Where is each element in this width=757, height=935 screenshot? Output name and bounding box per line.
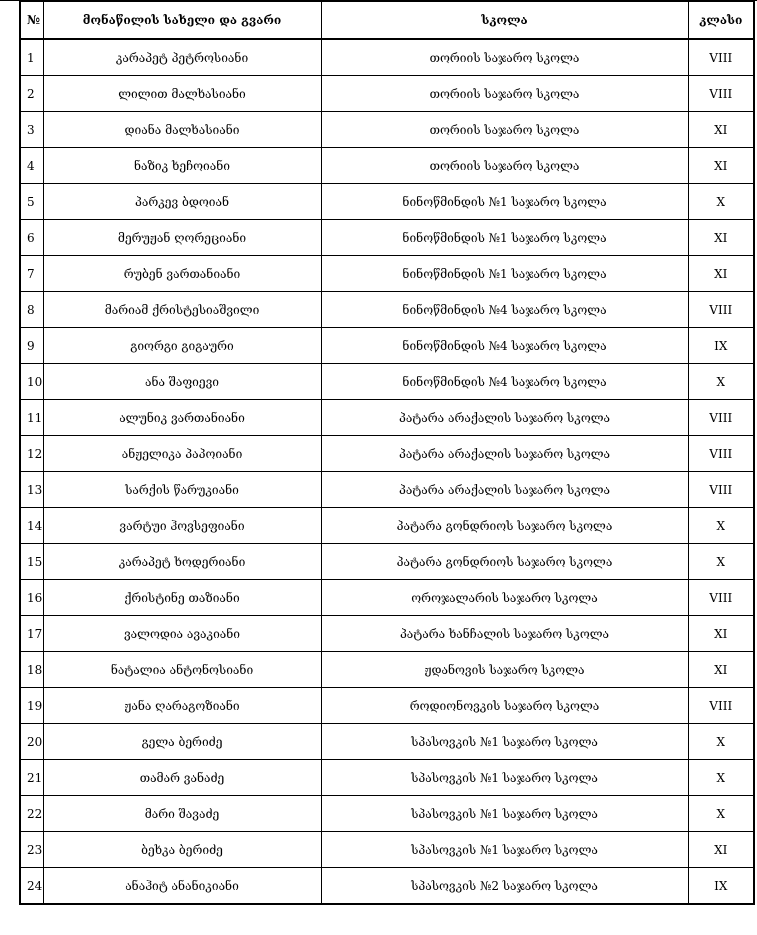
school-name: როდიონოვკის საჯარო სკოლა [321, 688, 688, 724]
grade-level: VIII [688, 580, 754, 616]
participant-name: ვალოდია ავაკიანი [43, 616, 321, 652]
row-number: 15 [20, 544, 43, 580]
grade-level: X [688, 544, 754, 580]
table-row [20, 724, 754, 760]
school-name: სპასოვკის №1 საჯარო სკოლა [321, 760, 688, 796]
grade-level: IX [688, 868, 754, 905]
row-number: 14 [20, 508, 43, 544]
grade-level: X [688, 508, 754, 544]
participant-name: ანაჰიტ ანანიკიანი [43, 868, 321, 905]
school-name: სპასოვკის №1 საჯარო სკოლა [321, 724, 688, 760]
table-row [20, 76, 754, 112]
table-row [20, 112, 754, 148]
participant-name: ანჟელიკა პაპოიანი [43, 436, 321, 472]
grade-level: VIII [688, 688, 754, 724]
participant-name: ქრისტინე თაზიანი [43, 580, 321, 616]
school-name: ნინოწმინდის №1 საჯარო სკოლა [321, 220, 688, 256]
row-number: 8 [20, 292, 43, 328]
table-row [20, 472, 754, 508]
table-row [20, 616, 754, 652]
table-row [20, 364, 754, 400]
row-number: 22 [20, 796, 43, 832]
school-name: სპასოვკის №1 საჯარო სკოლა [321, 832, 688, 868]
grade-level: X [688, 724, 754, 760]
table-row [20, 796, 754, 832]
school-name: პატარა არაქალის საჯარო სკოლა [321, 400, 688, 436]
school-name: თორიის საჯარო სკოლა [321, 148, 688, 184]
row-number: 23 [20, 832, 43, 868]
school-name: ოროჯალარის საჯარო სკოლა [321, 580, 688, 616]
grade-level: VIII [688, 400, 754, 436]
participant-name: ვარტუი ჰოვსეფიანი [43, 508, 321, 544]
table-row [20, 688, 754, 724]
participant-name: გელა ბერიძე [43, 724, 321, 760]
row-number: 19 [20, 688, 43, 724]
school-name: ნინოწმინდის №1 საჯარო სკოლა [321, 184, 688, 220]
grade-level: VIII [688, 76, 754, 112]
school-name: პატარა ხანჩალის საჯარო სკოლა [321, 616, 688, 652]
grade-level: XI [688, 256, 754, 292]
participant-name: ჟანა ღარაგოზიანი [43, 688, 321, 724]
participant-name: გიორგი გიგაური [43, 328, 321, 364]
row-number: 3 [20, 112, 43, 148]
table-row [20, 328, 754, 364]
participant-name: მერუჟან ღორეციანი [43, 220, 321, 256]
participant-name: კარაპეტ პეტროსიანი [43, 39, 321, 76]
row-number: 21 [20, 760, 43, 796]
row-number: 5 [20, 184, 43, 220]
grade-level: X [688, 364, 754, 400]
grade-level: XI [688, 148, 754, 184]
participant-name: ნატალია ანტონოსიანი [43, 652, 321, 688]
school-name: სპასოვკის №1 საჯარო სკოლა [321, 796, 688, 832]
participant-name: ნაზიკ ხეჩოიანი [43, 148, 321, 184]
table-body [20, 39, 754, 904]
school-name: სპასოვკის №2 საჯარო სკოლა [321, 868, 688, 905]
school-name: თორიის საჯარო სკოლა [321, 76, 688, 112]
school-name: პატარა გონდრიოს საჯარო სკოლა [321, 544, 688, 580]
participant-name: დიანა მალხასიანი [43, 112, 321, 148]
table-row [20, 868, 754, 905]
school-name: ნინოწმინდის №4 საჯარო სკოლა [321, 364, 688, 400]
participant-name: ალუნიკ ვართანიანი [43, 400, 321, 436]
table-row [20, 436, 754, 472]
row-number: 7 [20, 256, 43, 292]
participants-table [19, 0, 755, 905]
school-name: ნინოწმინდის №4 საჯარო სკოლა [321, 292, 688, 328]
grade-level: VIII [688, 39, 754, 76]
row-number: 16 [20, 580, 43, 616]
grade-level: XI [688, 832, 754, 868]
participant-name: თამარ ვანაძე [43, 760, 321, 796]
grade-level: XI [688, 652, 754, 688]
participant-name: ბეხკა ბერიძე [43, 832, 321, 868]
school-name: ნინოწმინდის №1 საჯარო სკოლა [321, 256, 688, 292]
table-row [20, 184, 754, 220]
table-row [20, 148, 754, 184]
row-number: 11 [20, 400, 43, 436]
participant-name: რუბენ ვართანიანი [43, 256, 321, 292]
table-row [20, 39, 754, 76]
table-row [20, 760, 754, 796]
grade-level: X [688, 760, 754, 796]
school-name: ნინოწმინდის №4 საჯარო სკოლა [321, 328, 688, 364]
row-number: 9 [20, 328, 43, 364]
row-number: 10 [20, 364, 43, 400]
grade-level: XI [688, 616, 754, 652]
participant-name: პარკევ ბდოიან [43, 184, 321, 220]
table-row [20, 544, 754, 580]
table-row [20, 400, 754, 436]
grade-level: XI [688, 220, 754, 256]
header-number: № [20, 1, 43, 39]
school-name: ჟდანოვის საჯარო სკოლა [321, 652, 688, 688]
grade-level: XI [688, 112, 754, 148]
participant-name: სარქის წარუკიანი [43, 472, 321, 508]
row-number: 17 [20, 616, 43, 652]
table-header-row [20, 1, 754, 39]
school-name: პატარა გონდრიოს საჯარო სკოლა [321, 508, 688, 544]
row-number: 2 [20, 76, 43, 112]
row-number: 18 [20, 652, 43, 688]
participant-name: კარაპეტ ხოდერიანი [43, 544, 321, 580]
grade-level: X [688, 796, 754, 832]
row-number: 13 [20, 472, 43, 508]
grade-level: VIII [688, 292, 754, 328]
participant-name: მარი შავაძე [43, 796, 321, 832]
school-name: თორიის საჯარო სკოლა [321, 39, 688, 76]
participant-name: მარიამ ქრისტესიაშვილი [43, 292, 321, 328]
table-row [20, 580, 754, 616]
row-number: 12 [20, 436, 43, 472]
header-school: სკოლა [321, 1, 688, 39]
row-number: 1 [20, 39, 43, 76]
table-row [20, 508, 754, 544]
row-number: 24 [20, 868, 43, 905]
table-row [20, 220, 754, 256]
table-row [20, 832, 754, 868]
table-row [20, 652, 754, 688]
grade-level: VIII [688, 472, 754, 508]
school-name: თორიის საჯარო სკოლა [321, 112, 688, 148]
header-grade: კლასი [688, 1, 754, 39]
school-name: პატარა არაქალის საჯარო სკოლა [321, 472, 688, 508]
row-number: 6 [20, 220, 43, 256]
header-name: მონაწილის სახელი და გვარი [43, 1, 321, 39]
row-number: 20 [20, 724, 43, 760]
table-row [20, 292, 754, 328]
participant-name: ანა შაფიევი [43, 364, 321, 400]
grade-level: IX [688, 328, 754, 364]
participant-name: ლილით მალხასიანი [43, 76, 321, 112]
table-row [20, 256, 754, 292]
school-name: პატარა არაქალის საჯარო სკოლა [321, 436, 688, 472]
grade-level: VIII [688, 436, 754, 472]
grade-level: X [688, 184, 754, 220]
row-number: 4 [20, 148, 43, 184]
